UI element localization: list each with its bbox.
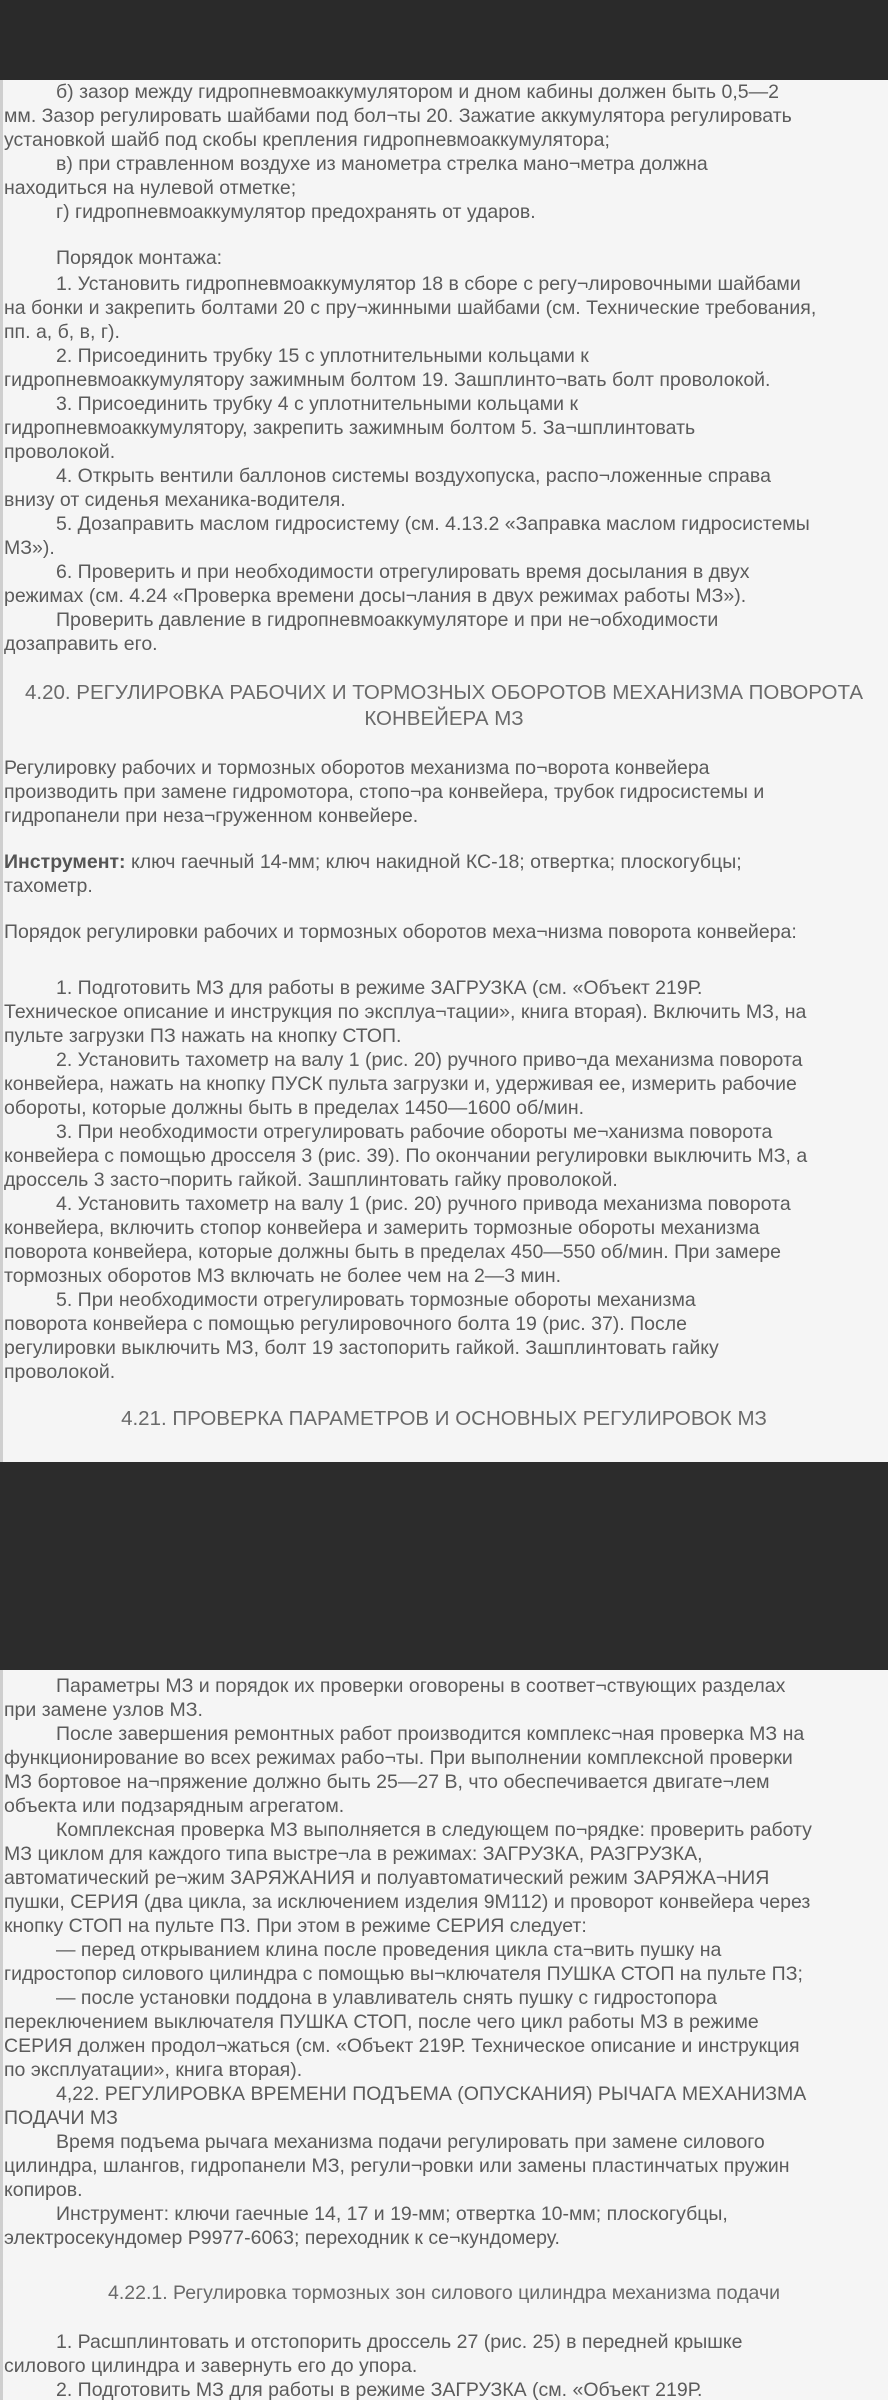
instrument-text: ключ гаечный 14-мм; ключ накидной КС-18; отвертка; плоскогубцы; — [125, 851, 742, 873]
page-edge — [0, 80, 3, 1462]
section-4-22-1-title: 4.22.1. Регулировка тормозных зон силового цилиндра механизма подачи — [108, 2282, 780, 2304]
page-gap-band — [0, 1462, 888, 1670]
text-line: внизу от сиденья механика-водителя. — [4, 489, 346, 511]
text-line: 3. Присоединить трубку 4 с уплотнительными кольцами к — [56, 393, 578, 415]
text-line: копиров. — [4, 2179, 83, 2201]
text-line: 1. Расшплинтовать и отстопорить дроссель 27 (рис. 25) в передней крышке — [56, 2331, 743, 2353]
text-line: Комплексная проверка МЗ выполняется в следующем по¬рядке: проверить работу — [56, 1819, 812, 1841]
text-line: мм. Зазор регулировать шайбами под бол¬ты 20. Зажатие аккумулятора регулировать — [4, 105, 792, 127]
text-line: После завершения ремонтных работ производится комплекс¬ная проверка МЗ на — [56, 1723, 805, 1745]
text-line: дроссель 3 засто¬порить гайкой. Зашплинтовать гайку проволокой. — [4, 1169, 618, 1191]
text-line: установкой шайб под скобы крепления гидропневмоаккумулятора; — [4, 129, 610, 151]
section-4-22-title-line-1: 4,22. РЕГУЛИРОВКА ВРЕМЕНИ ПОДЪЕМА (ОПУСКАНИЯ) РЫЧАГА МЕХАНИЗМА — [56, 2083, 807, 2105]
text-line: при замене узлов МЗ. — [4, 1699, 203, 1721]
top-dark-band — [0, 0, 888, 80]
text-line: пп. а, б, в, г). — [4, 321, 120, 343]
text-line: в) при стравленном воздухе из манометра стрелка мано¬метра должна — [56, 153, 708, 175]
text-line: 5. Дозаправить маслом гидросистему (см. 4.13.2 «Заправка маслом гидросистемы — [56, 513, 810, 535]
text-line: 2. Установить тахометр на валу 1 (рис. 20) ручного приво¬да механизма поворота — [56, 1049, 803, 1071]
document-page-2 — [0, 1670, 888, 2400]
instrument-line — [4, 850, 888, 874]
text-line: электросекундомер Р9977-6063; переходник к се¬кундомеру. — [4, 2227, 560, 2249]
text-line: регулировки выключить МЗ, болт 19 застопорить гайкой. Зашплинтовать гайку — [4, 1337, 719, 1359]
document-page-1 — [0, 80, 888, 1462]
text-line: пульте загрузки ПЗ нажать на кнопку СТОП. — [4, 1025, 402, 1047]
text-line: 2. Подготовить МЗ для работы в режиме ЗАГРУЗКА (см. «Объект 219Р. — [56, 2379, 703, 2400]
text-line: проволокой. — [4, 441, 116, 463]
text-line: поворота конвейера с помощью регулировочного болта 19 (рис. 37). После — [4, 1313, 687, 1335]
text-line: 4. Установить тахометр на валу 1 (рис. 20) ручного привода механизма поворота — [56, 1193, 791, 1215]
text-line: гидропневмоаккумулятору, закрепить зажимным болтом 5. За¬шплинтовать — [4, 417, 696, 439]
text-line: — перед открыванием клина после проведения цикла ста¬вить пушку на — [56, 1939, 722, 1961]
text-line: 1. Установить гидропневмоаккумулятор 18 в сборе с регу¬лировочными шайбами — [56, 273, 801, 295]
text-line: Проверить давление в гидропневмоаккумуляторе и при не¬обходимости — [56, 609, 719, 631]
text-line: проволокой. — [4, 1361, 116, 1383]
text-line: дозаправить его. — [4, 633, 158, 655]
text-line: находиться на нулевой отметке; — [4, 177, 297, 199]
text-line: СЕРИЯ должен продол¬жаться (см. «Объект 219Р. Техническое описание и инструкция — [4, 2035, 800, 2057]
text-line: МЗ»). — [4, 537, 55, 559]
section-4-22-title-line-2: ПОДАЧИ МЗ — [4, 2107, 118, 2129]
text-line: конвейера, нажать на кнопку ПУСК пульта загрузки и, удерживая ее, измерить рабочие — [4, 1073, 797, 1095]
text-line: гидропанели при неза¬груженном конвейере. — [4, 805, 419, 827]
text-line: МЗ бортовое на¬пряжение должно быть 25—27 В, что обеспечивается двигате¬лем — [4, 1771, 770, 1793]
text-line: цилиндра, шлангов, гидропанели МЗ, регули¬ровки или замены пластинчатых пружин — [4, 2155, 790, 2177]
text-line: МЗ циклом для каждого типа выстре¬ла в режимах: ЗАГРУЗКА, РАЗГРУЗКА, — [4, 1843, 703, 1865]
text-line: производить при замене гидромотора, стопо¬ра конвейера, трубок гидросистемы и — [4, 781, 765, 803]
text-line: режимах (см. 4.24 «Проверка времени досы¬лания в двух режимах работы МЗ»). — [4, 585, 747, 607]
text-line: поворота конвейера, которые должны быть в пределах 450—550 об/мин. При замере — [4, 1241, 781, 1263]
text-line: гидростопор силового цилиндра с помощью вы¬ключателя ПУШКА СТОП на пульте ПЗ; — [4, 1963, 803, 1985]
text-line: конвейера, включить стопор конвейера и замерить тормозные обороты механизма — [4, 1217, 760, 1239]
text-line: обороты, которые должны быть в пределах 1450—1600 об/мин. — [4, 1097, 585, 1119]
text-line: Время подъема рычага механизма подачи регулировать при замене силового — [56, 2131, 765, 2153]
text-line: переключением выключателя ПУШКА СТОП, после чего цикл работы МЗ в режиме — [4, 2011, 759, 2033]
text-line: Инструмент: ключи гаечные 14, 17 и 19-мм; отвертка 10-мм; плоскогубцы, — [56, 2203, 728, 2225]
text-line: по эксплуатации», книга вторая). — [4, 2059, 303, 2081]
text-line: на бонки и закрепить болтами 20 с пру¬жинными шайбами (см. Технические требования, — [4, 297, 817, 319]
section-4-20-title-line-1: 4.20. РЕГУЛИРОВКА РАБОЧИХ И ТОРМОЗНЫХ ОБОРОТОВ МЕХАНИЗМА ПОВОРОТА — [25, 681, 863, 704]
text-line: 3. При необходимости отрегулировать рабочие обороты ме¬ханизма поворота — [56, 1121, 773, 1143]
text-line: — после установки поддона в улавливатель снять пушку с гидростопора — [56, 1987, 718, 2009]
text-line: 1. Подготовить МЗ для работы в режиме ЗАГРУЗКА (см. «Объект 219Р. — [56, 977, 703, 999]
text-line: объекта или подзарядным агрегатом. — [4, 1795, 345, 1817]
text-line: 4. Открыть вентили баллонов системы воздухопуска, распо¬ложенные справа — [56, 465, 771, 487]
text-line: б) зазор между гидропневмоаккумулятором и дном кабины должен быть 0,5—2 — [56, 81, 779, 103]
text-line: 6. Проверить и при необходимости отрегулировать время досылания в двух — [56, 561, 750, 583]
section-4-21-title: 4.21. ПРОВЕРКА ПАРАМЕТРОВ И ОСНОВНЫХ РЕГУЛИРОВОК МЗ — [121, 1407, 767, 1430]
procedure-heading: Порядок регулировки рабочих и тормозных оборотов меха¬низма поворота конвейера: — [4, 921, 797, 943]
text-line: тахометр. — [4, 875, 93, 897]
mounting-heading: Порядок монтажа: — [56, 247, 223, 269]
text-line: г) гидропневмоаккумулятор предохранять от ударов. — [56, 201, 536, 223]
text-line: силового цилиндра и завернуть его до упора. — [4, 2355, 418, 2377]
text-line: функционирование во всех режимах рабо¬ты. При выполнении комплексной проверки — [4, 1747, 793, 1769]
text-line: конвейера с помощью дросселя 3 (рис. 39). По окончании регулировки выключить МЗ, а — [4, 1145, 808, 1167]
text-line: Техническое описание и инструкция по эксплуа¬тации», книга вторая). Включить МЗ, на — [4, 1001, 807, 1023]
text-line: 2. Присоединить трубку 15 с уплотнительными кольцами к — [56, 345, 589, 367]
text-line: 5. При необходимости отрегулировать тормозные обороты механизма — [56, 1289, 696, 1311]
text-line: пушки, СЕРИЯ (два цикла, за исключением изделия 9М112) и проворот конвейера через — [4, 1891, 811, 1913]
text-line: гидропневмоаккумулятору зажимным болтом 19. Зашплинто¬вать болт проволокой. — [4, 369, 771, 391]
instrument-label: Инструмент: — [4, 851, 126, 873]
text-line: автоматический ре¬жим ЗАРЯЖАНИЯ и полуавтоматический режим ЗАРЯЖА¬НИЯ — [4, 1867, 770, 1889]
text-line: Параметры МЗ и порядок их проверки оговорены в соответ¬ствующих разделах — [56, 1675, 786, 1697]
text-line: Регулировку рабочих и тормозных оборотов механизма по¬ворота конвейера — [4, 757, 710, 779]
text-line: тормозных оборотов МЗ включать не более чем на 2—3 мин. — [4, 1265, 562, 1287]
section-4-20-title-line-2: КОНВЕЙЕРА МЗ — [364, 707, 524, 730]
text-line: кнопку СТОП на пульте ПЗ. При этом в режиме СЕРИЯ следует: — [4, 1915, 587, 1937]
